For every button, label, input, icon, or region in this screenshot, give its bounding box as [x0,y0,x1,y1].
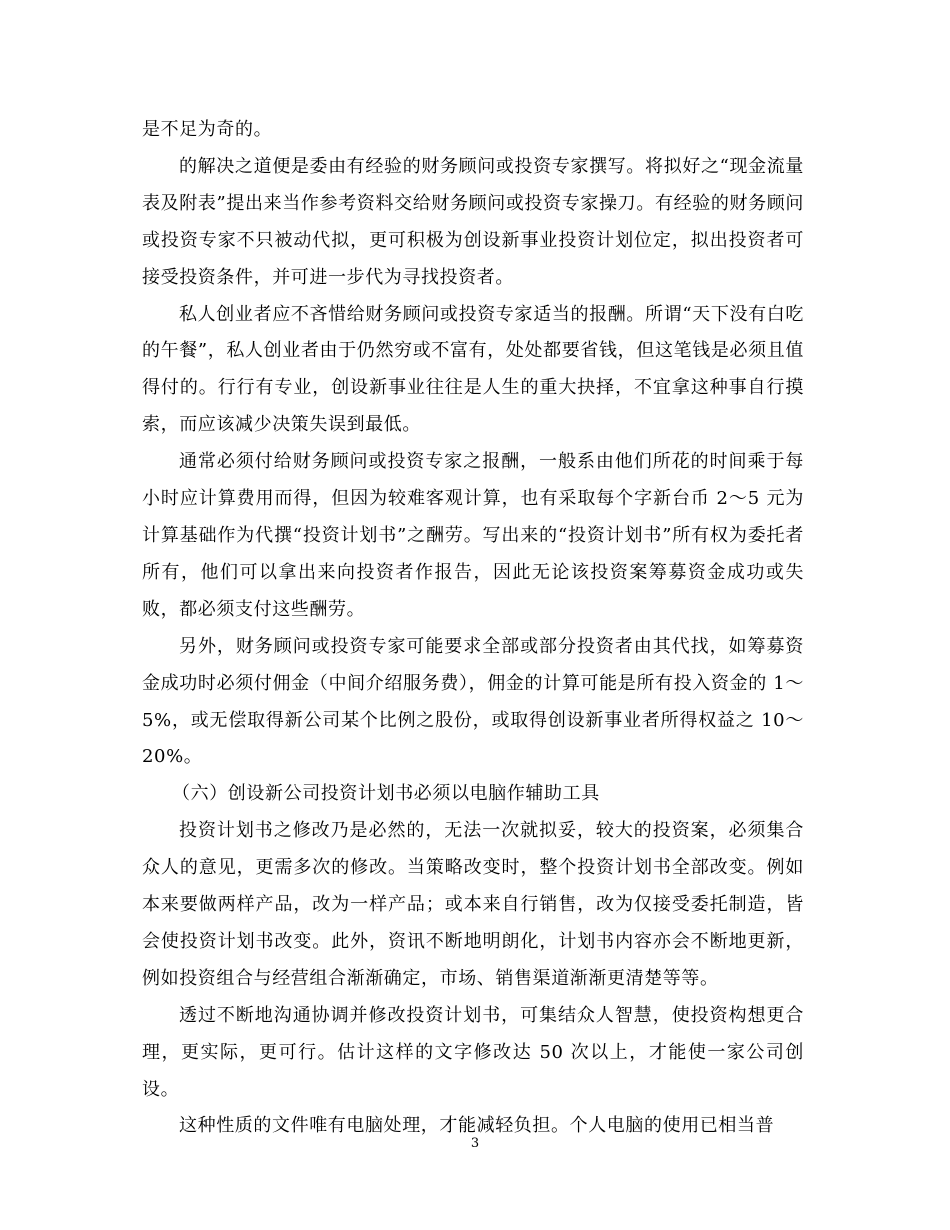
document-body [142,112,804,1145]
paragraph-continuation: 是不足为奇的。 [142,119,273,140]
paragraph-revisions: 投资计划书之修改乃是必然的，无法一次就拟妥，较大的投资案，必须集合众人的意见，更需多次的修改。当策略改变时，整个投资计划书全部改变。例如本来要做两样产品，改为一样产品；或本来自行销售，改为仅接受委托制造，皆会使投资计划书改变。此外，资讯不断地明朗化，计划书内容亦会不断地更新，例如投资组合与经营组合渐渐确定，市场、销售渠道渐渐更清楚等等。 [142,820,804,989]
page-number: 3 [470,1136,480,1151]
paragraph-compensation: 私人创业者应不吝惜给财务顾问或投资专家适当的报酬。所谓“天下没有白吃的午餐”，私人创业者由于仍然穷或不富有，处处都要省钱，但这笔钱是必须且值得付的。行行有专业，创设新事业往往是人生的重大抉择，不宜拿这种事自行摸索，而应该减少决策失误到最低。 [142,303,804,436]
paragraph-fee-calculation: 通常必须付给财务顾问或投资专家之报酬，一般系由他们所花的时间乘于每小时应计算费用而得，但因为较难客观计算，也有采取每个字新台币 2～5 元为计算基础作为代撰“投资计划书”之酬劳。写出来的“投资计划书”所有权为委托者所有，他们可以拿出来向投资者作报告，因此无论该投资案筹募资金成功或失败，都必须支付这些酬劳。 [142,451,804,620]
paragraph-collaboration: 透过不断地沟通协调并修改投资计划书，可集结众人智慧，使投资构想更合理，更实际，更可行。估计这样的文字修改达 50 次以上，才能使一家公司创设。 [142,1004,804,1100]
paragraph-computer-use: 这种性质的文件唯有电脑处理，才能减轻负担。个人电脑的使用已相当普 [179,1115,775,1137]
paragraph-solution: 的解决之道便是委由有经验的财务顾问或投资专家撰写。将拟好之“现金流量表及附表”提出来当作参考资料交给财务顾问或投资专家操刀。有经验的财务顾问或投资专家不只被动代拟，更可积极为创设新事业投资计划位定，拟出投资者可接受投资条件，并可进一步代为寻找投资者。 [142,155,804,288]
paragraph-commission: 另外，财务顾问或投资专家可能要求全部或部分投资者由其代找，如筹募资金成功时必须付佣金（中间介绍服务费），佣金的计算可能是所有投入资金的 1～5%，或无偿取得新公司某个比例之股份，或取得创设新事业者所得权益之 10～20%。 [142,635,804,768]
section-heading: （六）创设新公司投资计划书必须以电脑作辅助工具 [172,783,600,805]
